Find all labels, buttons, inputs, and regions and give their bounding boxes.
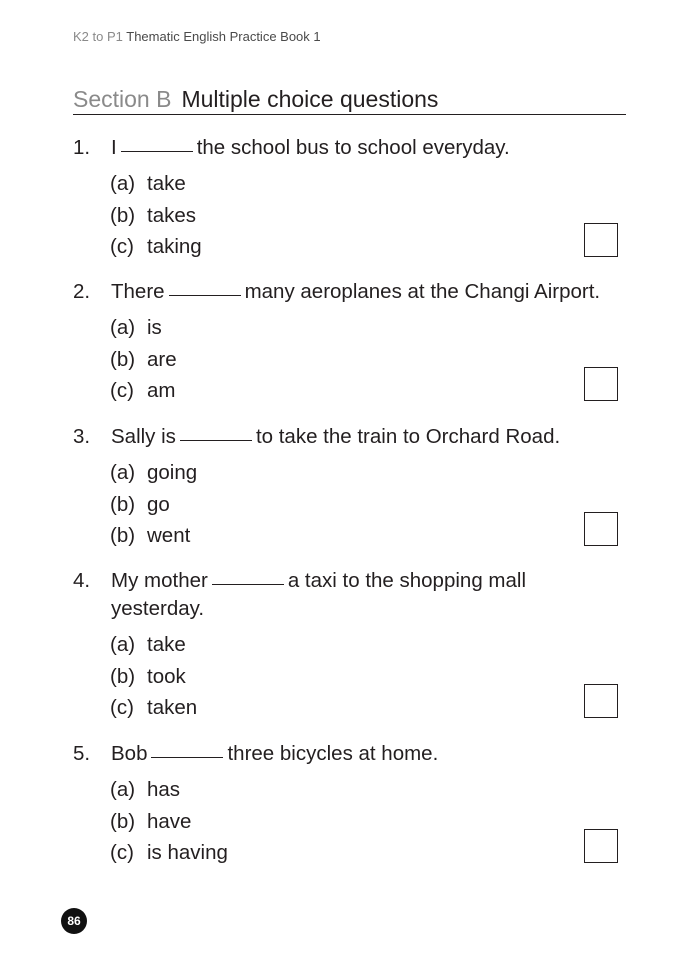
header-prefix: K2 to P1 — [73, 29, 123, 44]
option: (b) go — [110, 492, 170, 516]
question-3 — [73, 423, 633, 552]
option: (b) have — [110, 809, 192, 833]
answer-blank — [180, 439, 252, 441]
answer-blank — [169, 294, 241, 296]
question-1 — [73, 134, 633, 263]
option: (a) take — [110, 172, 186, 195]
answer-box[interactable] — [584, 512, 618, 546]
question-4 — [73, 567, 633, 724]
page-header — [73, 29, 321, 44]
answer-blank — [151, 756, 223, 758]
answer-blank — [212, 583, 284, 585]
options-list — [110, 774, 633, 869]
option: (a) take — [110, 633, 186, 656]
question-text: My mother a taxi to the shopping mall yesterday. — [111, 569, 527, 620]
question-number: 4. — [73, 569, 91, 592]
answer-box[interactable] — [584, 829, 618, 863]
options-list — [110, 457, 633, 552]
answer-box[interactable] — [584, 684, 618, 718]
options-list — [110, 168, 633, 263]
option: (b) took — [110, 664, 186, 688]
question-number: 1. — [73, 136, 91, 159]
option: (a) is — [110, 316, 162, 339]
option: (b) takes — [110, 203, 196, 227]
page-number-badge: 86 — [61, 908, 87, 934]
option: (a) going — [110, 461, 198, 484]
question-2 — [73, 278, 633, 407]
option: (c) is having — [110, 841, 228, 864]
question-number: 2. — [73, 280, 91, 303]
question-text: Sally is to take the train to Orchard Road. — [111, 425, 561, 448]
option: (b) went — [110, 524, 191, 547]
options-list — [110, 312, 633, 407]
section-heading — [73, 86, 626, 115]
option: (c) taken — [110, 696, 198, 719]
question-number: 3. — [73, 425, 91, 448]
section-label: Section B — [73, 86, 172, 112]
question-text: I the school bus to school everyday. — [111, 136, 510, 159]
question-text: Bob three bicycles at home. — [111, 742, 439, 765]
question-number: 5. — [73, 742, 91, 765]
question-text: There many aeroplanes at the Changi Airport. — [111, 280, 601, 303]
answer-blank — [121, 150, 193, 152]
question-5 — [73, 740, 633, 869]
options-list — [110, 629, 633, 724]
answer-box[interactable] — [584, 367, 618, 401]
option: (a) has — [110, 778, 181, 801]
answer-box[interactable] — [584, 223, 618, 257]
option: (c) taking — [110, 235, 202, 258]
section-title: Multiple choice questions — [181, 86, 439, 112]
option: (b) are — [110, 347, 177, 371]
header-book-title: Thematic English Practice Book 1 — [126, 29, 321, 44]
option: (c) am — [110, 379, 176, 402]
